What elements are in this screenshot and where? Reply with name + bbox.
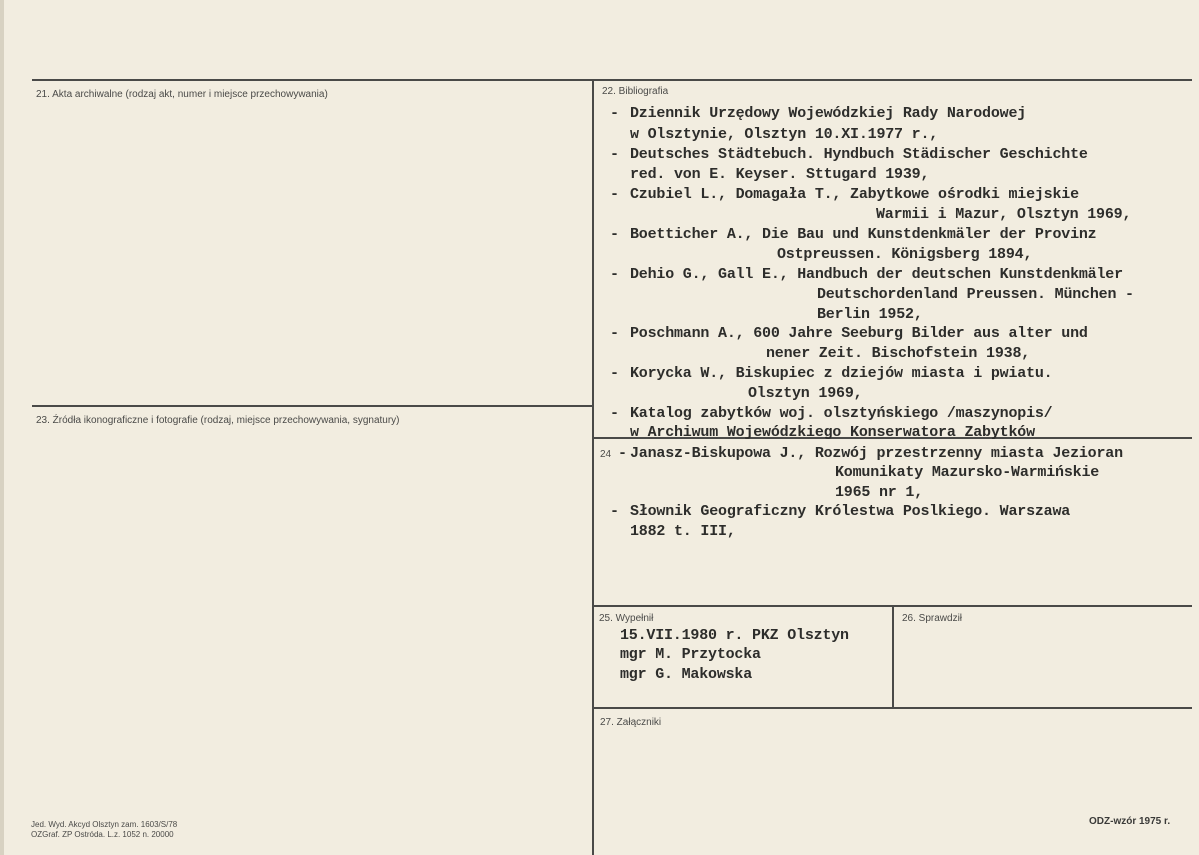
bib-entry-3-line-1: Czubiel L., Domagała T., Zabytkowe ośrodki miejskie <box>630 186 1079 203</box>
section-22-label: 22. Bibliografia <box>602 86 669 97</box>
bib-entry-2-line-1: Deutsches Städtebuch. Hyndbuch Städischer Geschichte <box>630 146 1088 163</box>
bib-entry-9-line-2: Komunikaty Mazursko-Warmińskie <box>835 464 1100 481</box>
bullet-dash: - <box>610 365 620 382</box>
bullet-dash: - <box>610 503 620 520</box>
bib-entry-4-line-2: Ostpreussen. Königsberg 1894, <box>777 246 1033 263</box>
filled-by-line-1: 15.VII.1980 r. PKZ Olsztyn <box>620 627 849 644</box>
bullet-dash: - <box>610 226 620 243</box>
bib-entry-1-line-2: w Olsztynie, Olsztyn 10.XI.1977 r., <box>630 126 939 143</box>
filled-by-line-3: mgr G. Makowska <box>620 666 753 683</box>
printer-imprint-line-1: Jed. Wyd. Akcyd Olsztyn zam. 1603/S/78 <box>31 820 178 829</box>
rule-25-27 <box>594 707 1192 709</box>
bullet-dash: - <box>610 405 620 422</box>
bib-entry-1-line-1: Dziennik Urzędowy Wojewódzkiej Rady Narodowej <box>630 105 1027 122</box>
printer-imprint-line-2: OZGraf. ZP Ostróda. L.z. 1052 n. 20000 <box>31 830 174 839</box>
bib-entry-5-line-2: Deutschordenland Preussen. München - <box>817 286 1134 303</box>
bib-entry-9-line-1: Janasz-Biskupowa J., Rozwój przestrzenny miasta Jezioran <box>630 445 1123 462</box>
bib-entry-2-line-2: red. von E. Keyser. Sttugard 1939, <box>630 166 930 183</box>
section-21-label: 21. Akta archiwalne (rodzaj akt, numer i miejsce przechowywania) <box>36 89 328 100</box>
section-23-label: 23. Źródła ikonograficzne i fotografie (rodzaj, miejsce przechowywania, sygnatury) <box>36 415 400 426</box>
center-divider <box>592 79 594 855</box>
bullet-dash: - <box>610 266 620 283</box>
section-26-label: 26. Sprawdził <box>902 613 963 624</box>
divider-25-26 <box>892 605 894 707</box>
bib-entry-8-line-1: Katalog zabytków woj. olsztyńskiego /maszynopis/ <box>630 405 1053 422</box>
bib-entry-6-line-1: Poschmann A., 600 Jahre Seeburg Bilder aus alter und <box>630 325 1088 342</box>
bib-entry-9-line-3: 1965 nr 1, <box>835 484 924 501</box>
bib-entry-6-line-2: nener Zeit. Bischofstein 1938, <box>766 345 1031 362</box>
bib-entry-10-line-1: Słownik Geograficzny Królestwa Poslkiego. Warszawa <box>630 503 1071 520</box>
bib-entry-3-line-2: Warmii i Mazur, Olsztyn 1969, <box>876 206 1132 223</box>
rule-21-23 <box>32 405 592 407</box>
section-25-label: 25. Wypełnił <box>599 613 654 624</box>
bullet-dash: - <box>610 325 620 342</box>
form-identifier: ODZ-wzór 1975 r. <box>1089 816 1171 827</box>
section-27-label: 27. Załączniki <box>600 717 662 728</box>
bullet-dash: - <box>610 186 620 203</box>
bib-entry-7-line-1: Korycka W., Biskupiec z dziejów miasta i pwiatu. <box>630 365 1053 382</box>
card-left-edge <box>0 0 4 855</box>
bib-entry-7-line-2: Olsztyn 1969, <box>748 385 863 402</box>
bullet-dash: - <box>610 105 620 122</box>
bullet-dash: - <box>610 146 620 163</box>
bib-entry-5-line-3: Berlin 1952, <box>817 306 923 323</box>
section-24-label: 24 <box>600 449 612 460</box>
bib-entry-10-line-2: 1882 t. III, <box>630 523 736 540</box>
filled-by-line-2: mgr M. Przytocka <box>620 646 761 663</box>
bib-entry-4-line-1: Boetticher A., Die Bau und Kunstdenkmäler der Provinz <box>630 226 1097 243</box>
bullet-dash: - <box>618 445 628 462</box>
bib-entry-5-line-1: Dehio G., Gall E., Handbuch der deutschen Kunstdenkmäler <box>630 266 1123 283</box>
top-rule <box>32 79 1192 81</box>
bib-entry-8-line-2: w Archiwum Wojewódzkiego Konserwatora Zabytków <box>630 424 1035 441</box>
